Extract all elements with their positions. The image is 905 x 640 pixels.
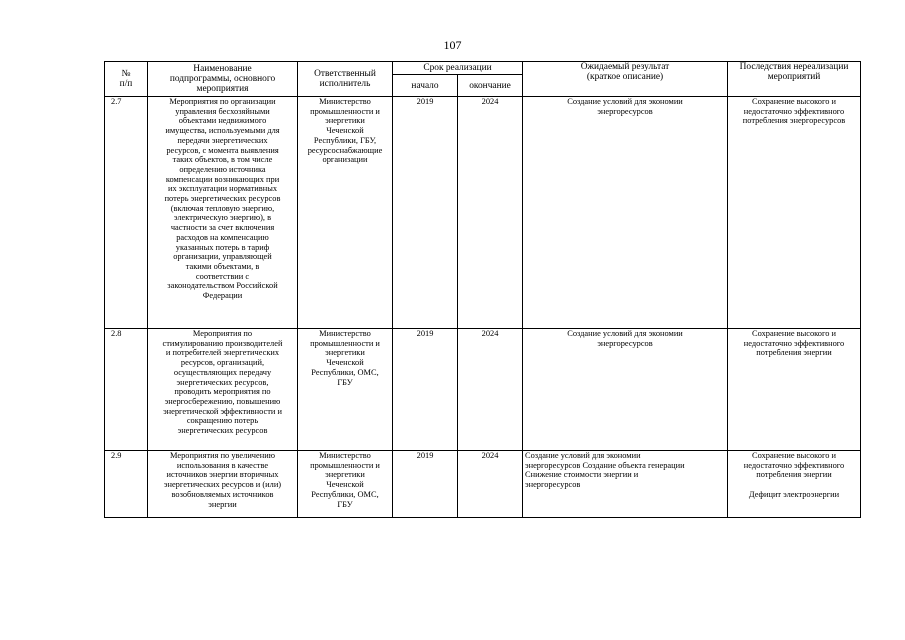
header-name: Наименование подпрограммы, основного мероприятия — [148, 62, 298, 97]
consequences-cell: Сохранение высокого и недостаточно эффективного потребления энергии Дефицит электроэнергии — [728, 451, 861, 518]
measure-name: Мероприятия по стимулированию производителей и потребителей энергетических ресурсов, организаций, осуществляющих передачу энергетических ресурсов, проводить мероприятия по энергосбережению, повышению энергетической эффективности и сокращению потерь энергетических ресурсов — [148, 329, 298, 451]
table-row — [105, 451, 861, 518]
end-year: 2024 — [458, 451, 523, 518]
header-num: № п/п — [105, 62, 148, 97]
header-start: начало — [393, 75, 458, 97]
table-row — [105, 329, 861, 451]
expected-result: Создание условий для экономии энергоресурсов — [523, 329, 728, 451]
row-number: 2.8 — [105, 329, 148, 451]
end-year: 2024 — [458, 329, 523, 451]
start-year: 2019 — [393, 451, 458, 518]
page-number: 107 — [443, 38, 462, 52]
start-year: 2019 — [393, 97, 458, 329]
row-number: 2.9 — [105, 451, 148, 518]
header-period: Срок реализации — [393, 62, 523, 75]
executor-cell: Министерство промышленности и энергетики Чеченской Республики, ОМС, ГБУ — [298, 329, 393, 451]
consequences-cell: Сохранение высокого и недостаточно эффективного потребления энергоресурсов — [728, 97, 861, 329]
measure-name: Мероприятия по увеличению использования в качестве источников энергии вторичных энергетических ресурсов и (или) возобновляемых источников энергии — [148, 451, 298, 518]
row-number: 2.7 — [105, 97, 148, 329]
consequences-cell: Сохранение высокого и недостаточно эффективного потребления энергии — [728, 329, 861, 451]
header-end: окончание — [458, 75, 523, 97]
measure-name: Мероприятия по организации управления бесхозяйными объектами недвижимого имущества, используемыми для передачи энергетических ресурсов, с момента выявления таких объектов, в том числе определению источника компенсации возникающих при их эксплуатации нормативных потерь энергетических ресурсов (включая тепловую энергию, электрическую энергию), в частности за счет включения расходов на компенсацию указанных потерь в тариф организации, управляющей такими объектами, в соответствии с законодательством Российской Федерации — [148, 97, 298, 329]
header-consequences: Последствия нереализации мероприятий — [728, 62, 861, 97]
expected-result: Создание условий для экономии энергоресурсов — [523, 97, 728, 329]
start-year: 2019 — [393, 329, 458, 451]
header-executor: Ответственный исполнитель — [298, 62, 393, 97]
measures-table — [104, 61, 861, 518]
header-result: Ожидаемый результат (краткое описание) — [523, 62, 728, 97]
end-year: 2024 — [458, 97, 523, 329]
expected-result: Создание условий для экономии энергоресурсов Создание объекта генерации Снижение стоимости энергии и энергоресурсов — [523, 451, 728, 518]
table-row — [105, 97, 861, 329]
executor-cell: Министерство промышленности и энергетики Чеченской Республики, ГБУ, ресурсоснабжающие организации — [298, 97, 393, 329]
executor-cell: Министерство промышленности и энергетики Чеченской Республики, ОМС, ГБУ — [298, 451, 393, 518]
